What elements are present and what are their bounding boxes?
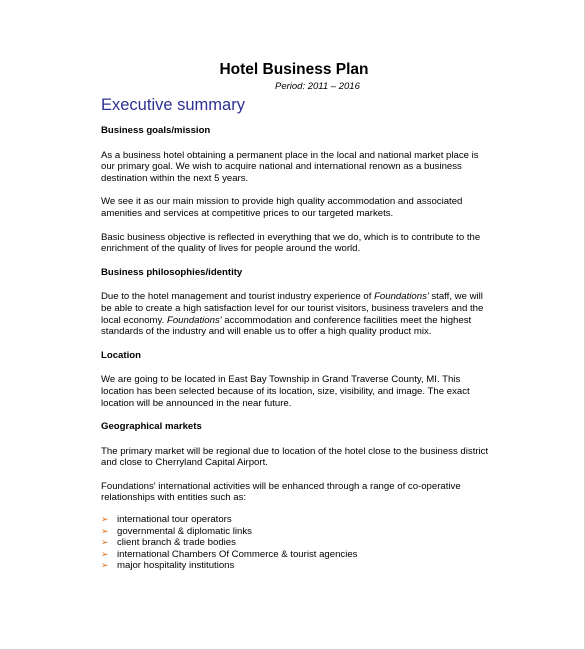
list-item: ➢ client branch & trade bodies <box>101 537 236 549</box>
arrow-bullet-icon: ➢ <box>101 548 109 559</box>
paragraph: We see it as our main mission to provide high quality accommodation and associated amenities and services at competitive prices to our targeted markets. <box>101 196 463 219</box>
paragraph: Foundations' international activities will be enhanced through a range of co-operative relationships with entities such as: <box>101 480 461 504</box>
list-item: ➢ major hospitality institutions <box>101 560 235 572</box>
list-item: ➢ international Chambers Of Commerce & tourist agencies <box>101 548 358 560</box>
list-item: ➢ governmental & diplomatic links <box>101 525 252 537</box>
subheading-business-philosophies: Business philosophies/identity <box>101 266 243 278</box>
paragraph: As a business hotel obtaining a permanent place in the local and national market place is our primary goal. We wish to acquire national and international renown as a business destination within the next 5 years. <box>101 149 479 184</box>
paragraph: The primary market will be regional due to location of the hotel close to the business district and close to Cherryland Capital Airport. <box>101 445 489 469</box>
subheading-geographical-markets: Geographical markets <box>101 421 202 433</box>
arrow-bullet-icon: ➢ <box>101 514 109 525</box>
bullet-list <box>101 514 493 572</box>
arrow-bullet-icon: ➢ <box>101 560 109 571</box>
section-heading-executive-summary: Executive summary <box>101 96 245 114</box>
subheading-location: Location <box>101 349 141 361</box>
arrow-bullet-icon: ➢ <box>101 537 109 548</box>
arrow-bullet-icon: ➢ <box>101 525 109 536</box>
subheading-business-goals: Business goals/mission <box>101 125 211 136</box>
document-period: Period: 2011 – 2016 <box>275 81 360 92</box>
paragraph: Due to the hotel management and tourist industry experience of Foundations' staff, we will be able to create a high satisfaction level for our tourist visitors, business travelers and the local economy. Foundations' accommodation and conference facilities meet the highest standards of the industry and will enable us to offer a high quality product mix. <box>101 291 484 338</box>
paragraph: We are going to be located in East Bay Township in Grand Traverse County, MI. This location has been selected because of its location, size, visibility, and image. The exact location will be announced in the near future. <box>101 374 470 409</box>
document-title: Hotel Business Plan <box>219 61 369 78</box>
list-item: ➢ international tour operators <box>101 514 232 526</box>
paragraph: Basic business objective is reflected in everything that we do, which is to contribute to the enrichment of the quality of lives for people around the world. <box>101 231 481 255</box>
document-body <box>101 125 493 572</box>
